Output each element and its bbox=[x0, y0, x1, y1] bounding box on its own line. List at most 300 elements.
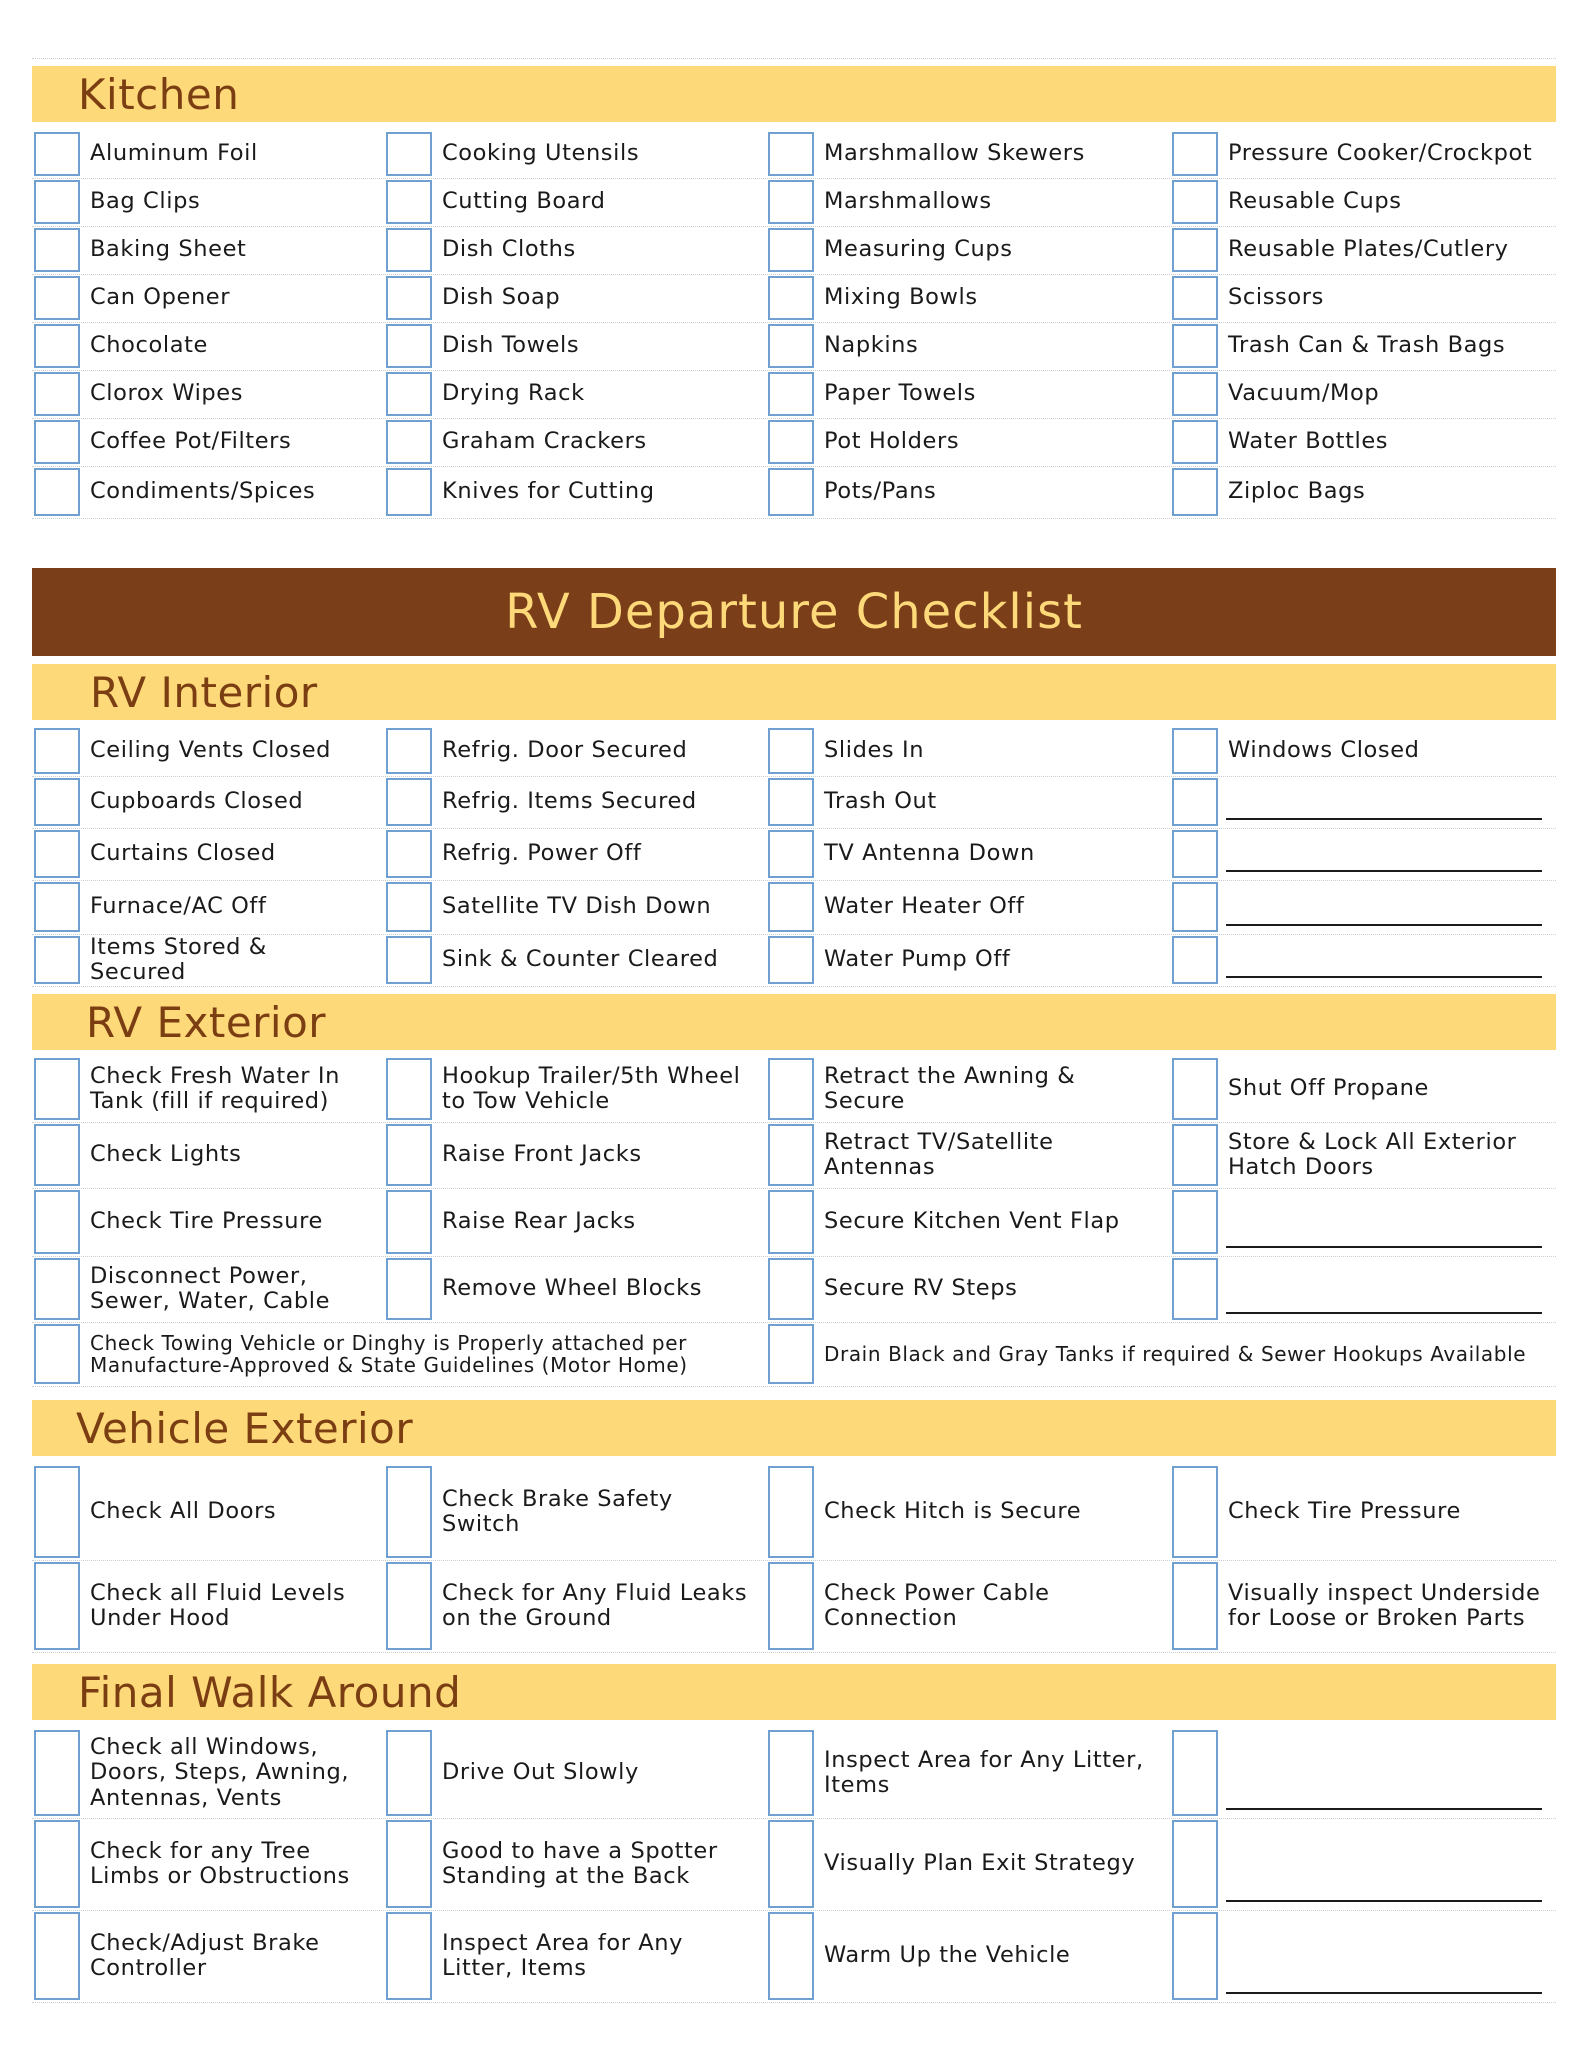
checkbox[interactable] bbox=[34, 1258, 80, 1320]
checklist-row bbox=[32, 370, 1556, 419]
item-label: Visually inspect Underside for Loose or Broken Parts bbox=[1228, 1579, 1541, 1631]
item-label: Vacuum/Mop bbox=[1228, 380, 1380, 407]
checkbox[interactable] bbox=[386, 936, 432, 984]
checklist-item bbox=[32, 828, 372, 880]
item-label: Refrig. Items Secured bbox=[442, 788, 697, 815]
item-label: Windows Closed bbox=[1228, 737, 1420, 764]
checklist-item bbox=[32, 1188, 372, 1256]
checkbox[interactable] bbox=[768, 936, 814, 984]
checklist-item bbox=[32, 1056, 372, 1122]
item-label: Shut Off Propane bbox=[1228, 1075, 1429, 1102]
checklist-item bbox=[766, 370, 1162, 418]
checkbox[interactable] bbox=[34, 180, 80, 224]
checkbox[interactable] bbox=[386, 1912, 432, 2000]
checkbox[interactable] bbox=[1172, 1058, 1218, 1120]
item-label: Water Pump Off bbox=[824, 946, 1011, 973]
item-label: Retract TV/Satellite Antennas bbox=[824, 1128, 1054, 1180]
checklist-item bbox=[766, 1818, 1162, 1910]
checklist-row bbox=[32, 1256, 1556, 1323]
checklist-item bbox=[766, 322, 1162, 370]
checkbox[interactable] bbox=[768, 1730, 814, 1816]
checklist-item bbox=[766, 776, 1162, 828]
checklist-row bbox=[32, 226, 1556, 275]
checkbox[interactable] bbox=[386, 228, 432, 272]
item-label: Check all Windows, Doors, Steps, Awning, Antennas, Vents bbox=[90, 1734, 350, 1811]
item-label: Graham Crackers bbox=[442, 428, 647, 455]
checklist-item bbox=[32, 1728, 372, 1818]
item-label: Good to have a Spotter Standing at the Back bbox=[442, 1837, 718, 1889]
blank-write-in-line[interactable] bbox=[1226, 1900, 1542, 1902]
checklist-item bbox=[1170, 726, 1556, 776]
item-label: Refrig. Door Secured bbox=[442, 737, 688, 764]
item-label: Bag Clips bbox=[90, 188, 201, 215]
checklist-item bbox=[1170, 1818, 1556, 1910]
item-label: Check Brake Safety Switch bbox=[442, 1485, 673, 1537]
item-label: Raise Front Jacks bbox=[442, 1141, 642, 1168]
checklist-item bbox=[766, 726, 1162, 776]
checkbox[interactable] bbox=[1172, 936, 1218, 984]
checklist-item bbox=[766, 1056, 1162, 1122]
checkbox[interactable] bbox=[386, 180, 432, 224]
checklist-row bbox=[32, 1056, 1556, 1123]
checklist-row bbox=[32, 130, 1556, 179]
item-label: Dish Towels bbox=[442, 332, 580, 359]
checkbox[interactable] bbox=[1172, 420, 1218, 464]
checkbox[interactable] bbox=[34, 830, 80, 878]
checkbox[interactable] bbox=[768, 420, 814, 464]
checklist-item bbox=[32, 274, 372, 322]
checklist-item bbox=[1170, 828, 1556, 880]
checklist-item bbox=[384, 828, 758, 880]
checklist-item bbox=[1170, 776, 1556, 828]
item-label: Cupboards Closed bbox=[90, 788, 304, 815]
final-walk-header bbox=[32, 1664, 1556, 1720]
item-label: Reusable Cups bbox=[1228, 188, 1402, 215]
checkbox[interactable] bbox=[386, 1058, 432, 1120]
divider bbox=[32, 58, 1556, 59]
checkbox[interactable] bbox=[1172, 778, 1218, 826]
checkbox[interactable] bbox=[34, 468, 80, 516]
checklist-item bbox=[32, 1256, 372, 1322]
vehicle-exterior-header bbox=[32, 1400, 1556, 1456]
checklist-item bbox=[1170, 1256, 1556, 1322]
checklist-item bbox=[384, 1560, 758, 1652]
checklist-item bbox=[766, 178, 1162, 226]
checkbox[interactable] bbox=[34, 1324, 80, 1384]
vehicle-exterior-title: Vehicle Exterior bbox=[76, 1403, 414, 1453]
checkbox[interactable] bbox=[386, 372, 432, 416]
item-label: Mixing Bowls bbox=[824, 284, 978, 311]
checklist-row bbox=[32, 880, 1556, 935]
checklist-item bbox=[1170, 466, 1556, 518]
checkbox[interactable] bbox=[768, 1466, 814, 1558]
checkbox[interactable] bbox=[768, 728, 814, 774]
checkbox[interactable] bbox=[386, 882, 432, 932]
checkbox[interactable] bbox=[386, 1730, 432, 1816]
item-label: Pressure Cooker/Crockpot bbox=[1228, 140, 1533, 167]
checkbox[interactable] bbox=[1172, 372, 1218, 416]
blank-write-in-line[interactable] bbox=[1226, 924, 1542, 926]
item-label: Condiments/Spices bbox=[90, 478, 316, 505]
item-label: Hookup Trailer/5th Wheel to Tow Vehicle bbox=[442, 1062, 741, 1114]
checkbox[interactable] bbox=[34, 1730, 80, 1816]
checkbox[interactable] bbox=[1172, 1912, 1218, 2000]
checkbox[interactable] bbox=[1172, 132, 1218, 176]
item-label: Disconnect Power, Sewer, Water, Cable bbox=[90, 1262, 331, 1314]
checklist-item bbox=[1170, 178, 1556, 226]
checklist-item bbox=[32, 322, 372, 370]
checklist-item bbox=[766, 226, 1162, 274]
checklist-row bbox=[32, 466, 1556, 519]
checklist-item bbox=[1170, 1122, 1556, 1188]
checkbox[interactable] bbox=[386, 1466, 432, 1558]
checklist-item bbox=[1170, 130, 1556, 178]
checkbox[interactable] bbox=[34, 132, 80, 176]
checkbox[interactable] bbox=[1172, 180, 1218, 224]
checkbox[interactable] bbox=[386, 276, 432, 320]
checkbox[interactable] bbox=[768, 276, 814, 320]
blank-write-in-line[interactable] bbox=[1226, 1808, 1542, 1810]
item-label: Coffee Pot/Filters bbox=[90, 428, 292, 455]
rv-interior-header bbox=[32, 664, 1556, 720]
item-label: Napkins bbox=[824, 332, 919, 359]
checklist-row bbox=[32, 274, 1556, 323]
checkbox[interactable] bbox=[1172, 1562, 1218, 1650]
checklist-item bbox=[766, 880, 1162, 934]
checklist-item bbox=[32, 726, 372, 776]
checkbox[interactable] bbox=[1172, 728, 1218, 774]
item-label: Check Power Cable Connection bbox=[824, 1579, 1050, 1631]
item-label: Check for any Tree Limbs or Obstructions bbox=[90, 1837, 350, 1889]
item-label: Curtains Closed bbox=[90, 840, 276, 867]
checklist-item bbox=[384, 226, 758, 274]
checkbox[interactable] bbox=[386, 1562, 432, 1650]
item-label: Inspect Area for Any Litter, Items bbox=[824, 1746, 1144, 1798]
checkbox[interactable] bbox=[768, 1190, 814, 1254]
item-label: Trash Can & Trash Bags bbox=[1228, 332, 1506, 359]
item-label: Drain Black and Gray Tanks if required & Sewer Hookups Available bbox=[824, 1341, 1527, 1366]
checklist-row bbox=[32, 1818, 1556, 1911]
checklist-row bbox=[32, 726, 1556, 777]
final-walk-title: Final Walk Around bbox=[78, 1667, 462, 1717]
item-label: Paper Towels bbox=[824, 380, 976, 407]
checklist-row bbox=[32, 1188, 1556, 1257]
checklist-row bbox=[32, 1464, 1556, 1561]
checklist-item bbox=[384, 934, 758, 986]
checklist-item bbox=[766, 1560, 1162, 1652]
item-label: Furnace/AC Off bbox=[90, 893, 267, 920]
item-label: Baking Sheet bbox=[90, 236, 247, 263]
main-title: RV Departure Checklist bbox=[505, 584, 1083, 640]
checkbox[interactable] bbox=[34, 228, 80, 272]
checkbox[interactable] bbox=[34, 778, 80, 826]
checkbox[interactable] bbox=[34, 1058, 80, 1120]
checkbox[interactable] bbox=[768, 1124, 814, 1186]
checklist-item bbox=[32, 370, 372, 418]
item-label: Raise Rear Jacks bbox=[442, 1208, 636, 1235]
item-label: Refrig. Power Off bbox=[442, 840, 642, 867]
checklist-item bbox=[384, 466, 758, 518]
checkbox[interactable] bbox=[386, 468, 432, 516]
checkbox[interactable] bbox=[768, 228, 814, 272]
checklist-item bbox=[384, 1818, 758, 1910]
checkbox[interactable] bbox=[386, 728, 432, 774]
checklist-item bbox=[1170, 1056, 1556, 1122]
checkbox[interactable] bbox=[768, 1820, 814, 1908]
item-label: Check Tire Pressure bbox=[90, 1208, 323, 1235]
checklist-item bbox=[384, 370, 758, 418]
item-label: Secure Kitchen Vent Flap bbox=[824, 1208, 1120, 1235]
main-banner bbox=[32, 568, 1556, 656]
rv-interior-title: RV Interior bbox=[90, 667, 318, 717]
checklist-item bbox=[32, 1560, 372, 1652]
checklist-row bbox=[32, 1122, 1556, 1189]
checkbox[interactable] bbox=[386, 1258, 432, 1320]
checkbox[interactable] bbox=[34, 276, 80, 320]
checkbox[interactable] bbox=[1172, 882, 1218, 932]
checkbox[interactable] bbox=[1172, 1190, 1218, 1254]
checkbox[interactable] bbox=[1172, 276, 1218, 320]
checklist-item bbox=[1170, 1910, 1556, 2002]
item-label: Check all Fluid Levels Under Hood bbox=[90, 1579, 346, 1631]
checklist-item bbox=[766, 466, 1162, 518]
checkbox[interactable] bbox=[34, 1124, 80, 1186]
checklist-item bbox=[32, 934, 372, 986]
item-label: Cutting Board bbox=[442, 188, 606, 215]
item-label: Check for Any Fluid Leaks on the Ground bbox=[442, 1579, 748, 1631]
item-label: TV Antenna Down bbox=[824, 840, 1035, 867]
item-label: Ceiling Vents Closed bbox=[90, 737, 332, 764]
checkbox[interactable] bbox=[1172, 228, 1218, 272]
checkbox[interactable] bbox=[386, 830, 432, 878]
checklist-row bbox=[32, 418, 1556, 467]
item-label: Sink & Counter Cleared bbox=[442, 946, 719, 973]
item-label: Drying Rack bbox=[442, 380, 585, 407]
checkbox[interactable] bbox=[386, 420, 432, 464]
item-label: Can Opener bbox=[90, 284, 231, 311]
item-label: Water Bottles bbox=[1228, 428, 1389, 455]
checkbox[interactable] bbox=[34, 1466, 80, 1558]
item-label: Satellite TV Dish Down bbox=[442, 893, 712, 920]
item-label: Marshmallow Skewers bbox=[824, 140, 1085, 167]
checkbox[interactable] bbox=[1172, 324, 1218, 368]
checklist-row bbox=[32, 1728, 1556, 1819]
checklist-item bbox=[384, 1056, 758, 1122]
checklist-item-wide bbox=[766, 1322, 1556, 1386]
checkbox[interactable] bbox=[386, 132, 432, 176]
checkbox[interactable] bbox=[34, 372, 80, 416]
checklist-item-wide bbox=[32, 1322, 756, 1386]
checklist-row-wide bbox=[32, 1322, 1556, 1387]
checkbox[interactable] bbox=[768, 324, 814, 368]
checkbox[interactable] bbox=[34, 882, 80, 932]
checklist-item bbox=[32, 130, 372, 178]
checkbox[interactable] bbox=[386, 1124, 432, 1186]
checkbox[interactable] bbox=[768, 882, 814, 932]
checklist-item bbox=[1170, 1464, 1556, 1560]
checklist-item bbox=[766, 1910, 1162, 2002]
checklist-item bbox=[32, 1818, 372, 1910]
checklist-item bbox=[766, 1188, 1162, 1256]
checklist-item bbox=[766, 1728, 1162, 1818]
item-label: Check Tire Pressure bbox=[1228, 1498, 1461, 1525]
item-label: Retract the Awning & Secure bbox=[824, 1062, 1076, 1114]
checkbox[interactable] bbox=[386, 1190, 432, 1254]
item-label: Knives for Cutting bbox=[442, 478, 655, 505]
item-label: Check All Doors bbox=[90, 1498, 277, 1525]
item-label: Pot Holders bbox=[824, 428, 960, 455]
checklist-row bbox=[32, 1560, 1556, 1653]
checkbox[interactable] bbox=[1172, 1258, 1218, 1320]
checkbox[interactable] bbox=[768, 468, 814, 516]
checkbox[interactable] bbox=[768, 1258, 814, 1320]
checklist-item bbox=[384, 1728, 758, 1818]
checklist-item bbox=[1170, 274, 1556, 322]
checklist-item bbox=[1170, 880, 1556, 934]
rv-exterior-header bbox=[32, 994, 1556, 1050]
checklist-item bbox=[384, 274, 758, 322]
checkbox[interactable] bbox=[34, 1190, 80, 1254]
checklist-item bbox=[32, 466, 372, 518]
checkbox[interactable] bbox=[386, 1820, 432, 1908]
checklist-item bbox=[384, 1464, 758, 1560]
checklist-item bbox=[766, 1464, 1162, 1560]
checkbox[interactable] bbox=[1172, 1466, 1218, 1558]
item-label: Drive Out Slowly bbox=[442, 1759, 639, 1786]
item-label: Check Fresh Water In Tank (fill if required) bbox=[90, 1062, 340, 1114]
checkbox[interactable] bbox=[34, 728, 80, 774]
item-label: Check Lights bbox=[90, 1141, 242, 1168]
item-label: Reusable Plates/Cutlery bbox=[1228, 236, 1509, 263]
checkbox[interactable] bbox=[768, 1562, 814, 1650]
checkbox[interactable] bbox=[34, 324, 80, 368]
item-label: Cooking Utensils bbox=[442, 140, 640, 167]
checklist-row bbox=[32, 828, 1556, 881]
checklist-item bbox=[384, 726, 758, 776]
checkbox[interactable] bbox=[34, 1820, 80, 1908]
blank-write-in-line[interactable] bbox=[1226, 1246, 1542, 1248]
checklist-item bbox=[32, 776, 372, 828]
checklist-item bbox=[384, 1122, 758, 1188]
checkbox[interactable] bbox=[1172, 1124, 1218, 1186]
checkbox[interactable] bbox=[34, 420, 80, 464]
checklist-item bbox=[384, 1910, 758, 2002]
item-label: Check Towing Vehicle or Dinghy is Properly attached per Manufacture-Approved & State Guidelines (Motor Home) bbox=[90, 1330, 688, 1377]
checklist-item bbox=[32, 1464, 372, 1560]
checkbox[interactable] bbox=[386, 778, 432, 826]
blank-write-in-line[interactable] bbox=[1226, 1312, 1542, 1314]
checklist-item bbox=[32, 880, 372, 934]
checklist-item bbox=[32, 1910, 372, 2002]
checklist-item bbox=[1170, 1560, 1556, 1652]
checkbox[interactable] bbox=[34, 1912, 80, 2000]
checklist-item bbox=[1170, 1188, 1556, 1256]
item-label: Check/Adjust Brake Controller bbox=[90, 1929, 320, 1981]
item-label: Measuring Cups bbox=[824, 236, 1013, 263]
checkbox[interactable] bbox=[1172, 468, 1218, 516]
checkbox[interactable] bbox=[768, 1912, 814, 2000]
checkbox[interactable] bbox=[768, 132, 814, 176]
checkbox[interactable] bbox=[768, 372, 814, 416]
kitchen-header bbox=[32, 66, 1556, 122]
item-label: Warm Up the Vehicle bbox=[824, 1942, 1071, 1969]
checklist-item bbox=[1170, 934, 1556, 986]
checklist-row bbox=[32, 178, 1556, 227]
item-label: Ziploc Bags bbox=[1228, 478, 1366, 505]
checklist-item bbox=[32, 1122, 372, 1188]
checklist-item bbox=[32, 178, 372, 226]
checkbox[interactable] bbox=[768, 1324, 814, 1384]
checklist-row bbox=[32, 776, 1556, 829]
checkbox[interactable] bbox=[1172, 1730, 1218, 1816]
item-label: Check Hitch is Secure bbox=[824, 1498, 1082, 1525]
checklist-item bbox=[384, 1188, 758, 1256]
checkbox[interactable] bbox=[34, 936, 80, 984]
blank-write-in-line[interactable] bbox=[1226, 976, 1542, 978]
checklist-item bbox=[384, 418, 758, 466]
item-label: Visually Plan Exit Strategy bbox=[824, 1850, 1136, 1877]
checkbox[interactable] bbox=[768, 778, 814, 826]
item-label: Aluminum Foil bbox=[90, 140, 258, 167]
checklist-item bbox=[766, 418, 1162, 466]
checkbox[interactable] bbox=[768, 830, 814, 878]
checklist-item bbox=[1170, 1728, 1556, 1818]
item-label: Scissors bbox=[1228, 284, 1324, 311]
checklist-item bbox=[384, 880, 758, 934]
checklist-item bbox=[766, 828, 1162, 880]
checkbox[interactable] bbox=[768, 1058, 814, 1120]
checkbox[interactable] bbox=[1172, 1820, 1218, 1908]
item-label: Items Stored & Secured bbox=[90, 933, 267, 985]
checkbox[interactable] bbox=[386, 324, 432, 368]
item-label: Water Heater Off bbox=[824, 893, 1025, 920]
checkbox[interactable] bbox=[768, 180, 814, 224]
item-label: Chocolate bbox=[90, 332, 208, 359]
checklist-item bbox=[1170, 418, 1556, 466]
kitchen-title: Kitchen bbox=[78, 69, 240, 119]
checklist-item bbox=[384, 776, 758, 828]
item-label: Dish Soap bbox=[442, 284, 561, 311]
checklist-item bbox=[32, 226, 372, 274]
item-label: Marshmallows bbox=[824, 188, 992, 215]
item-label: Remove Wheel Blocks bbox=[442, 1275, 703, 1302]
item-label: Inspect Area for Any Litter, Items bbox=[442, 1929, 684, 1981]
checklist-item bbox=[766, 1122, 1162, 1188]
checklist-row bbox=[32, 1910, 1556, 2003]
item-label: Store & Lock All Exterior Hatch Doors bbox=[1228, 1128, 1517, 1180]
item-label: Dish Cloths bbox=[442, 236, 576, 263]
checklist-item bbox=[766, 934, 1162, 986]
checklist-item bbox=[384, 322, 758, 370]
checklist-item bbox=[1170, 370, 1556, 418]
blank-write-in-line[interactable] bbox=[1226, 870, 1542, 872]
checkbox[interactable] bbox=[34, 1562, 80, 1650]
item-label: Slides In bbox=[824, 737, 925, 764]
blank-write-in-line[interactable] bbox=[1226, 1992, 1542, 1994]
checklist-item bbox=[384, 1256, 758, 1322]
checkbox[interactable] bbox=[1172, 830, 1218, 878]
checklist-row bbox=[32, 934, 1556, 987]
checklist-item bbox=[384, 178, 758, 226]
checklist-item bbox=[1170, 322, 1556, 370]
item-label: Trash Out bbox=[824, 788, 937, 815]
checklist-row bbox=[32, 322, 1556, 371]
item-label: Secure RV Steps bbox=[824, 1275, 1018, 1302]
checklist-item bbox=[766, 274, 1162, 322]
rv-exterior-title: RV Exterior bbox=[86, 997, 327, 1047]
blank-write-in-line[interactable] bbox=[1226, 818, 1542, 820]
checklist-item bbox=[766, 1256, 1162, 1322]
